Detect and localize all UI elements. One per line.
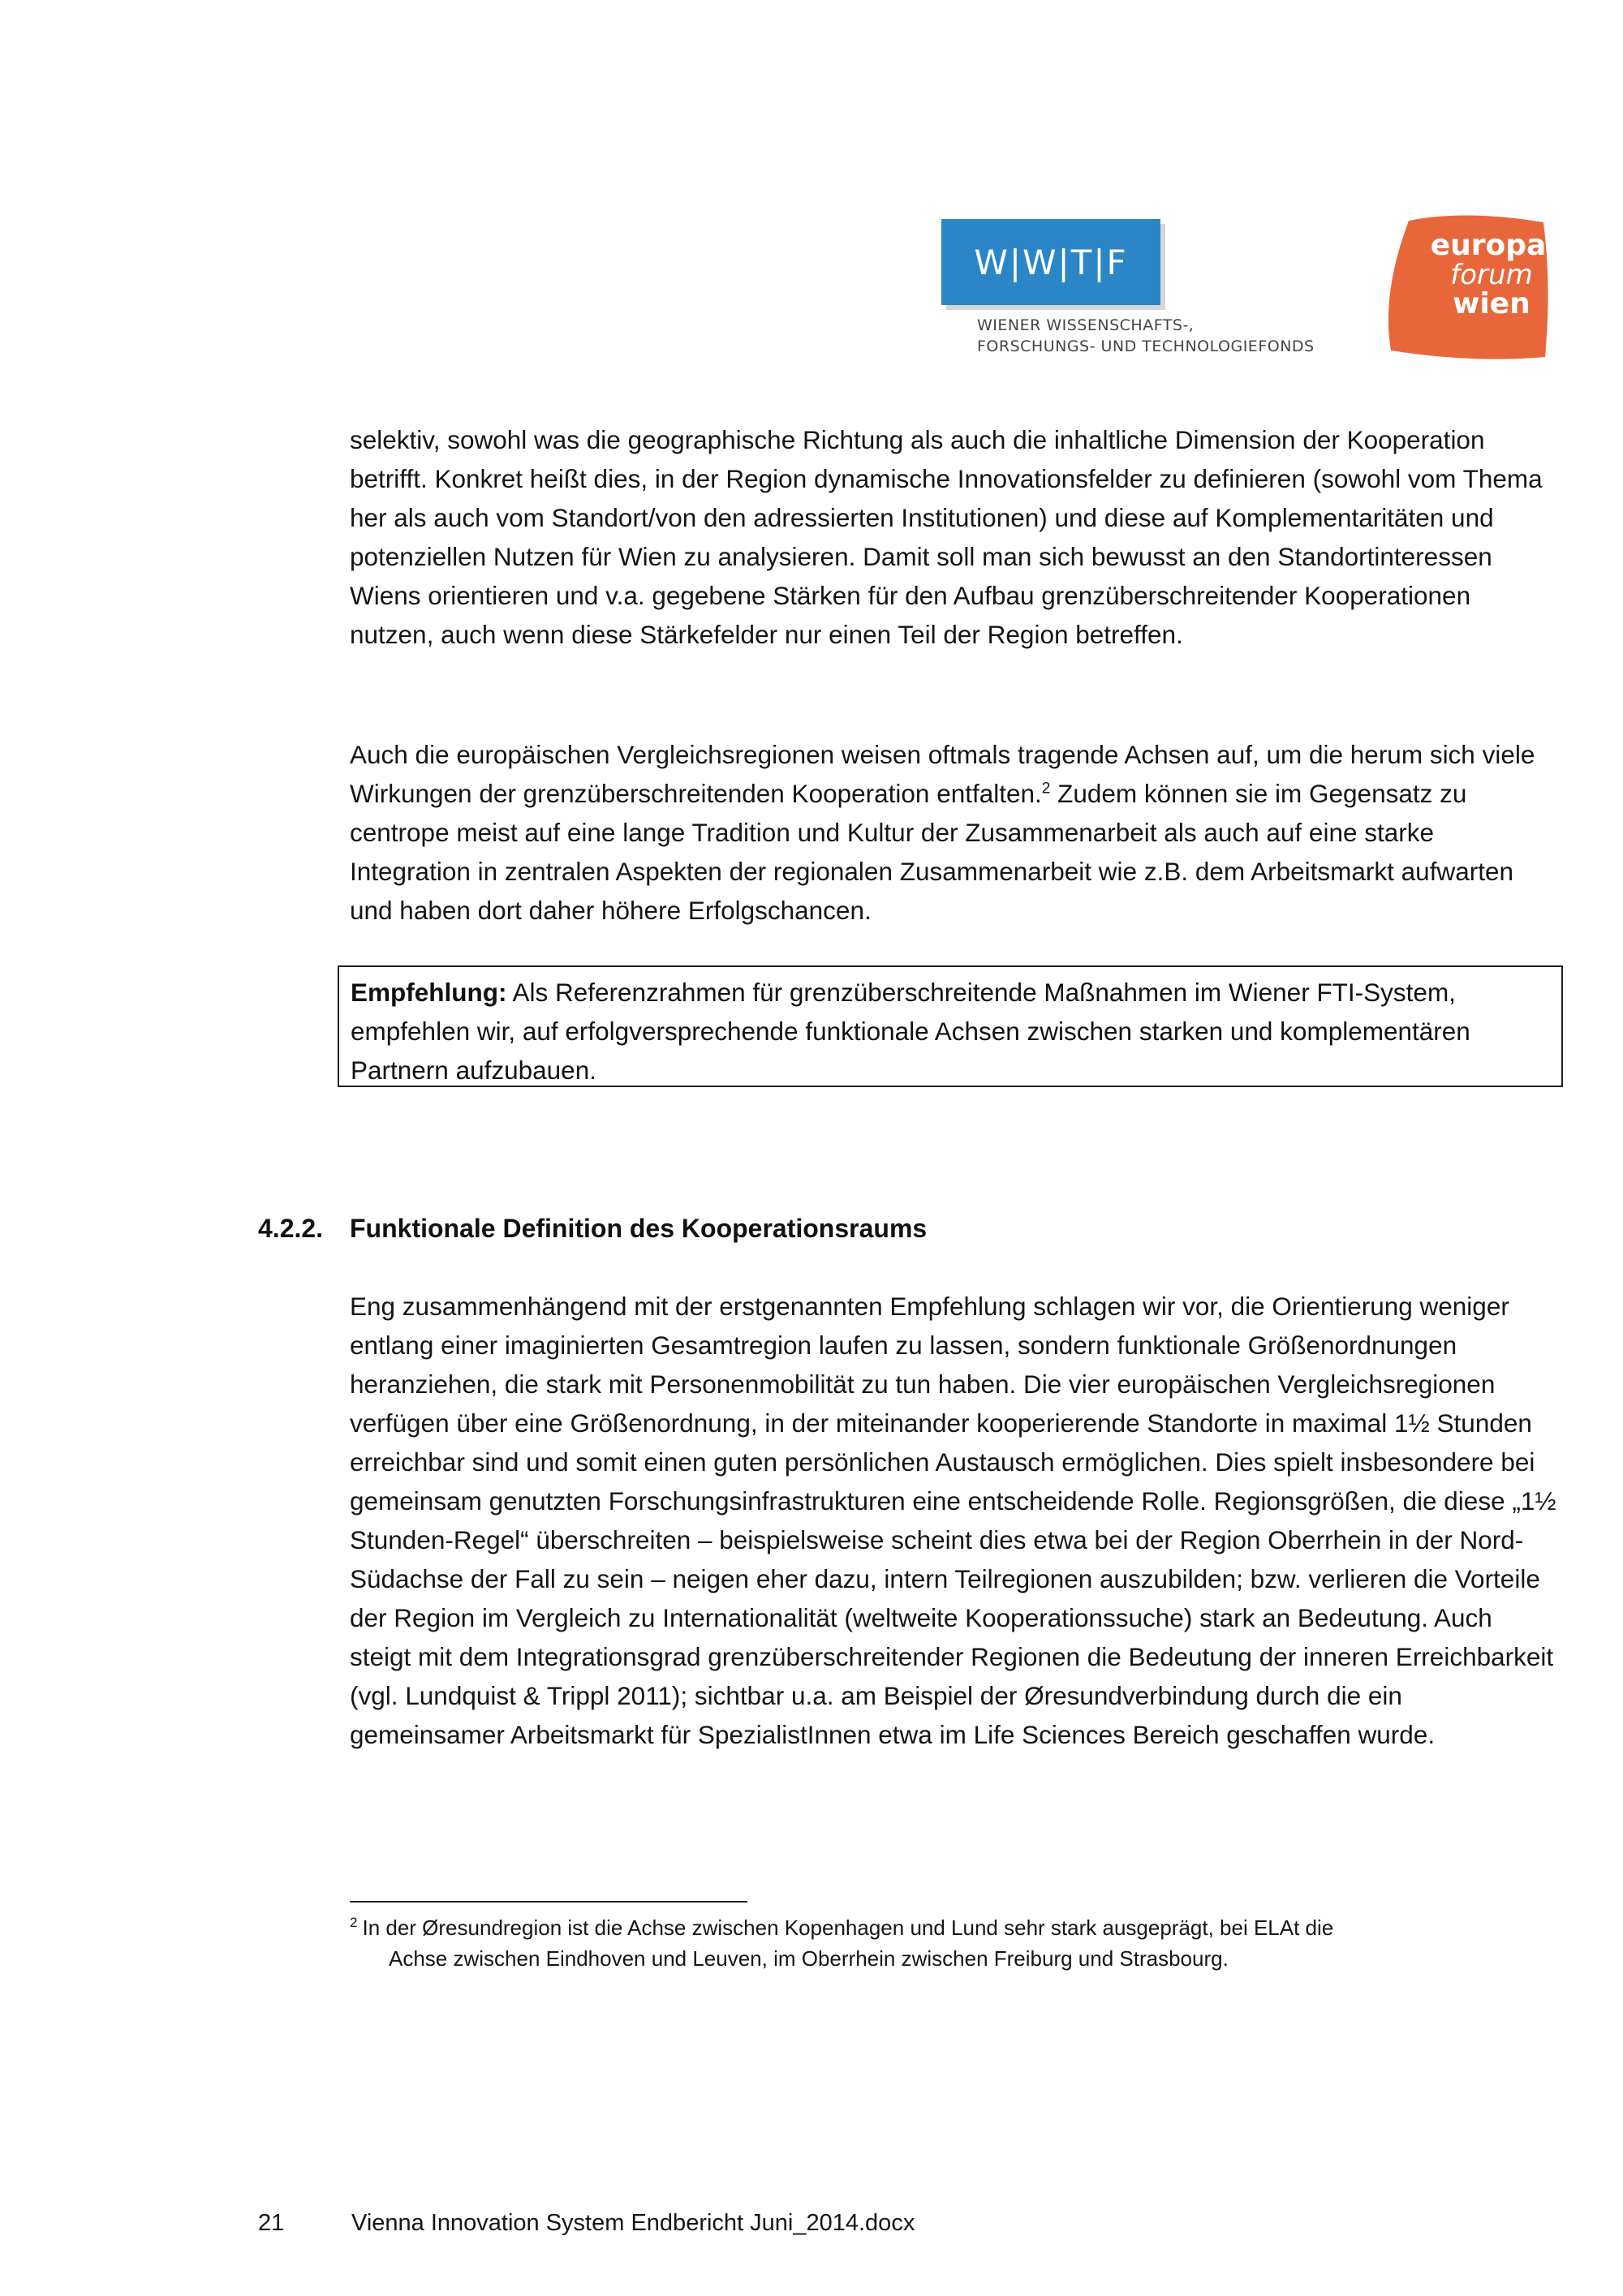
europa-forum-wien-logo	[1384, 213, 1552, 363]
recommendation-text: Als Referenzrahmen für grenzüberschreitende Maßnahmen im Wiener FTI-System, empfehlen wir, auf erfolgversprechende funktionale Achsen zwischen starken und komplementären Partnern aufzubauen.	[351, 978, 1470, 1085]
europa-forum-logo-line1: europa	[1430, 229, 1547, 262]
footnote-text-line1: In der Øresundregion ist die Achse zwischen Kopenhagen und Lund sehr stark ausgeprägt, bei ELAt die	[362, 1915, 1334, 1940]
body-paragraph-1: selektiv, sowohl was die geographische Richtung als auch die inhaltliche Dimension der Kooperation betrifft. Konkret heißt dies, in der Region dynamische Innovationsfelder zu definieren (sowohl vom Thema her als auch vom Standort/von den adressierten Institutionen) und diese auf Komplementaritäten und potenziellen Nutzen für Wien zu analysieren. Damit soll man sich bewusst an den Standortinteressen Wiens orientieren und v.a. gegebene Stärken für den Aufbau grenzüberschreitender Kooperationen nutzen, auch wenn diese Stärkefelder nur einen Teil der Region betreffen.	[350, 425, 1543, 649]
document-name: Vienna Innovation System Endbericht Juni_2014.docx	[351, 2210, 915, 2236]
wwtf-logo	[941, 219, 1363, 365]
section-title: Funktionale Definition des Kooperationsraums	[350, 1214, 928, 1243]
section-number: 4.2.2.	[258, 1214, 324, 1243]
europa-forum-logo-line2: forum	[1450, 259, 1533, 291]
wwtf-subtitle	[977, 315, 1399, 357]
footnote-mark: 2	[350, 1915, 358, 1931]
wwtf-logo-box	[941, 219, 1160, 305]
body-paragraph-3: Eng zusammenhängend mit der erstgenannten Empfehlung schlagen wir vor, die Orientierung weniger entlang einer imaginierten Gesamtregion laufen zu lassen, sondern funktionale Größenordnungen heranziehen, die stark mit Personenmobilität zu tun haben. Die vier europäischen Vergleichsregionen verfügen über eine Größenordnung, in der miteinander kooperierende Standorte in maximal 1½ Stunden erreichbar sind und somit einen guten persönlichen Austausch ermöglichen. Dies spielt insbesondere bei gemeinsam genutzten Forschungsinfrastrukturen eine entscheidende Rolle. Regionsgrößen, die diese „1½ Stunden-Regel“ überschreiten – beispielsweise scheint dies etwa bei der Region Oberrhein in der Nord-Südachse der Fall zu sein – neigen eher dazu, intern Teilregionen auszubilden; bzw. verlieren die Vorteile der Region im Vergleich zu Internationalität (weltweite Kooperationssuche) stark an Bedeutung. Auch steigt mit dem Integrationsgrad grenzüberschreitender Regionen die Bedeutung der inneren Erreichbarkeit (vgl. Lundquist & Trippl 2011); sichtbar u.a. am Beispiel der Øresundverbindung durch die ein gemeinsamer Arbeitsmarkt für SpezialistInnen etwa im Life Sciences Bereich geschaffen wurde.	[350, 1292, 1556, 1749]
paragraph-2-part2: Zudem können sie im Gegensatz zu centrope meist auf eine lange Tradition und Kultur der Zusammenarbeit als auch auf eine starke Integration in zentralen Aspekten der regionalen Zusammenarbeit wie z.B. dem Arbeitsmarkt aufwarten und haben dort daher höhere Erfolgschancen.	[350, 779, 1514, 925]
footnote-line1	[350, 1912, 1551, 1943]
europa-forum-logo-line3: wien	[1453, 287, 1530, 320]
footnote-separator	[350, 1901, 747, 1903]
wwtf-subtitle-line1: WIENER WISSENSCHAFTS-,	[977, 316, 1195, 334]
body-paragraph-2	[350, 735, 1559, 930]
recommendation-label: Empfehlung:	[351, 978, 507, 1007]
page-number: 21	[258, 2210, 285, 2236]
footnote-reference[interactable]: 2	[1041, 780, 1051, 798]
footnote-line2: Achse zwischen Eindhoven und Leuven, im Oberrhein zwischen Freiburg und Strasbourg.	[389, 1946, 1229, 1971]
recommendation-box	[338, 965, 1563, 1087]
wwtf-subtitle-line2: FORSCHUNGS- UND TECHNOLOGIEFONDS	[977, 338, 1315, 355]
wwtf-logo-text: W|W|T|F	[974, 242, 1128, 282]
footnote	[350, 1912, 1551, 1974]
paragraph-2-part1: Auch die europäischen Vergleichsregionen weisen oftmals tragende Achsen auf, um die herum sich viele Wirkungen der grenzüberschreitenden Kooperation entfalten.	[350, 740, 1535, 808]
